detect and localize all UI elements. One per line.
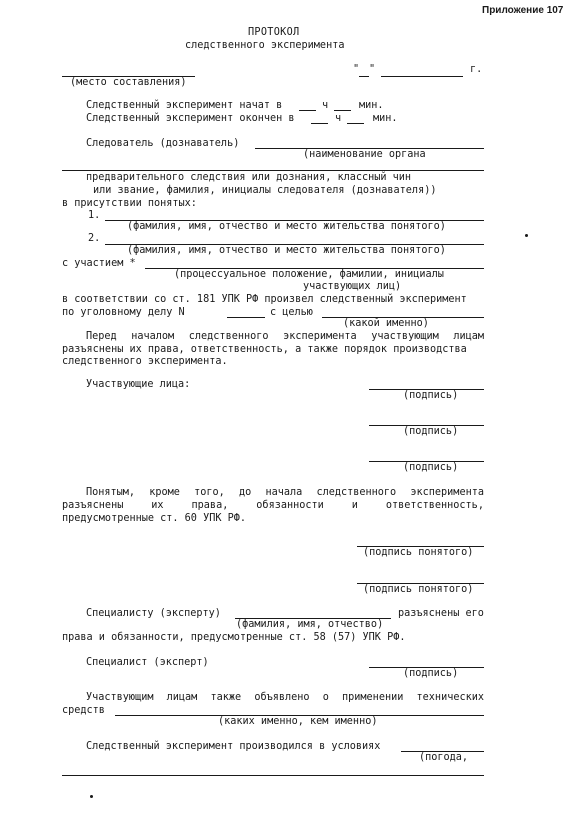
- tech-word: объявлено: [254, 692, 310, 703]
- date-day-line[interactable]: [359, 76, 369, 77]
- start-minutes-unit: мин.: [359, 100, 384, 111]
- case-label: по уголовному делу N: [62, 307, 185, 318]
- conditions-field-line-2[interactable]: [62, 775, 484, 776]
- appendix-label: Приложение 107: [482, 5, 564, 16]
- witnesses-intro: в присутствии понятых:: [62, 198, 197, 209]
- participation-hint-2: участвующих лиц): [303, 281, 402, 292]
- para2-word: следственного: [316, 487, 397, 498]
- purpose-label: с целью: [270, 307, 313, 318]
- start-minutes-line[interactable]: [334, 110, 351, 111]
- scan-speck: [525, 234, 528, 237]
- conditions-label: Следственный эксперимент производился в условиях: [86, 741, 381, 752]
- para2-word: эксперимента: [410, 487, 484, 498]
- para2-word: до: [238, 487, 252, 498]
- start-hours-line[interactable]: [299, 110, 316, 111]
- para2-word: кроме: [149, 487, 180, 498]
- para1-word: участвующим: [371, 331, 439, 342]
- tech-word: также: [210, 692, 242, 703]
- end-hours-unit: ч: [335, 113, 342, 124]
- end-hours-line[interactable]: [311, 123, 328, 124]
- witness-1-number: 1.: [88, 210, 101, 221]
- organ-hint-2: предварительного следствия или дознания, классный чин: [86, 172, 412, 183]
- participation-hint-1: (процессуальное положение, фамилии, инициалы: [174, 269, 444, 280]
- investigator-field-line-2[interactable]: [62, 170, 484, 171]
- accordance-line: в соответствии со ст. 181 УПК РФ произвел следственный эксперимент: [62, 294, 467, 305]
- para1-word: лицам: [453, 331, 484, 342]
- participant-signature-hint-3: (подпись): [403, 462, 459, 473]
- organ-hint-3: или звание, фамилия, инициалы следователя (дознавателя)): [93, 185, 437, 196]
- para1-word: началом: [131, 331, 175, 342]
- participant-signature-hint-2: (подпись): [403, 426, 459, 437]
- participant-signature-hint-1: (подпись): [403, 390, 459, 401]
- para1-line-1: [86, 331, 484, 343]
- para1-word: Перед: [86, 331, 117, 342]
- start-time-label: Следственный эксперимент начат в: [86, 100, 283, 111]
- para2-line-3: предусмотренные ст. 60 УПК РФ.: [62, 513, 247, 524]
- witness-signature-hint-1: (подпись понятого): [363, 547, 474, 558]
- para2-word: и: [351, 500, 358, 511]
- specialist-rights: права и обязанности, предусмотренные ст. 58 (57) УПК РФ.: [62, 632, 406, 643]
- participation-label: с участием *: [62, 258, 136, 269]
- para2-word: Понятым,: [86, 487, 136, 498]
- para2-word: начала: [265, 487, 303, 498]
- para2-line-1: [86, 487, 484, 499]
- para1-line-3: следственного эксперимента.: [62, 356, 228, 367]
- scan-speck: [90, 795, 93, 798]
- tech-means-label: средств: [62, 705, 105, 716]
- date-month-line[interactable]: [381, 76, 463, 77]
- para2-word: обязанности: [256, 500, 324, 511]
- tech-word: применении: [342, 692, 404, 703]
- tech-word: о: [322, 692, 329, 703]
- tech-line-1: [86, 692, 484, 704]
- para2-line-2: [62, 500, 484, 512]
- specialist-name-hint: (фамилия, имя, отчество): [236, 619, 384, 630]
- tech-word: лицам: [166, 692, 198, 703]
- specialist-label: Специалисту (эксперту): [86, 608, 221, 619]
- date-quote-close: ": [369, 64, 376, 75]
- end-time-label: Следственный эксперимент окончен в: [86, 113, 295, 124]
- para1-word: следственного: [188, 331, 269, 342]
- end-minutes-line[interactable]: [347, 123, 364, 124]
- para1-line-2: разъяснены их права, ответственность, а также порядок производства: [62, 344, 467, 355]
- witness-2-number: 2.: [88, 233, 101, 244]
- tech-word: Участвующим: [86, 692, 154, 703]
- purpose-hint: (какой именно): [343, 318, 429, 329]
- date-year-suffix: г.: [470, 64, 483, 75]
- para2-word: права,: [191, 500, 229, 511]
- specialist-explained: разъяснены его: [398, 608, 484, 619]
- document-title: ПРОТОКОЛ: [248, 27, 300, 38]
- place-label: (место составления): [70, 77, 187, 88]
- specialist-signature-hint: (подпись): [403, 668, 459, 679]
- para2-word: ответственность,: [385, 500, 484, 511]
- case-number-line[interactable]: [227, 317, 265, 318]
- document-subtitle: следственного эксперимента: [185, 40, 345, 51]
- end-minutes-unit: мин.: [373, 113, 398, 124]
- date-quote-open: ": [353, 64, 360, 75]
- organ-hint: (наименование органа: [303, 149, 426, 160]
- tech-means-hint: (каких именно, кем именно): [218, 716, 378, 727]
- witness-signature-hint-2: (подпись понятого): [363, 584, 474, 595]
- para1-word: эксперимента: [283, 331, 357, 342]
- para2-word: их: [151, 500, 164, 511]
- conditions-hint: (погода,: [419, 752, 469, 763]
- specialist-sign-label: Специалист (эксперт): [86, 657, 209, 668]
- witness-2-hint: (фамилия, имя, отчество и место жительства понятого): [127, 245, 446, 256]
- tech-word: технических: [416, 692, 484, 703]
- participants-label: Участвующие лица:: [86, 379, 191, 390]
- witness-1-hint: (фамилия, имя, отчество и место жительства понятого): [127, 221, 446, 232]
- start-hours-unit: ч: [322, 100, 329, 111]
- para2-word: того,: [194, 487, 225, 498]
- investigator-label: Следователь (дознаватель): [86, 138, 240, 149]
- para2-word: разъяснены: [62, 500, 124, 511]
